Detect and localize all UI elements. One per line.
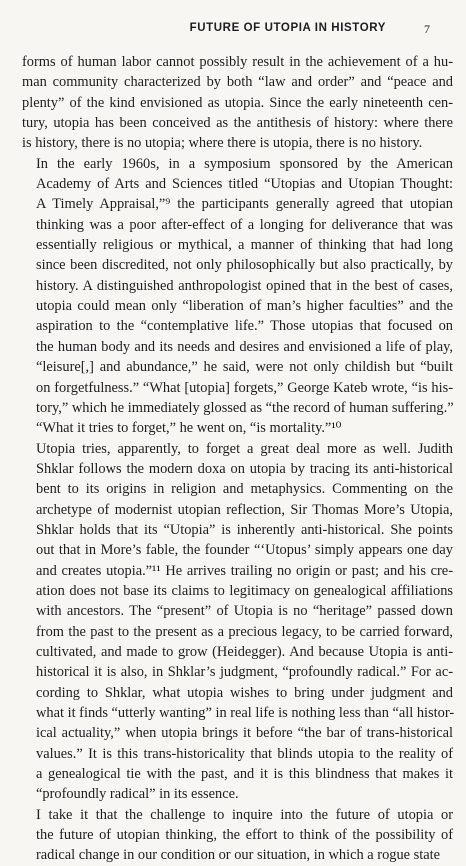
text-line: In the early 1960s, in a symposium sponsored by the American: [36, 155, 453, 172]
paragraph: [22, 805, 453, 866]
text-line: and creates utopia.”¹¹ He arrives trailing no origin or past; and his cre-: [36, 562, 453, 579]
text-line: “leisure[,] and abundance,” he said, were not only childish but “built: [36, 359, 453, 376]
text-line: values.” It is this trans-historicality that blinds utopia to the reality of: [36, 745, 453, 762]
text-line: A Timely Appraisal,”⁹ the participants generally agreed that utopian: [36, 196, 453, 213]
paragraph: [22, 52, 453, 154]
text-line: ical actuality,” when utopia brings it before “the bar of trans-historical: [36, 725, 453, 742]
text-line: “profoundly radical” in its essence.: [36, 786, 239, 803]
text-line: tury, utopia has been conceived as the antithesis of history: where there: [22, 115, 453, 132]
paragraph: [22, 439, 453, 805]
text-line: a genealogical tie with the past, and it is this blindness that makes it: [36, 766, 453, 783]
body-text: [22, 52, 453, 866]
text-line: with ancestors. The “present” of Utopia is no “heritage” passed down: [36, 603, 453, 620]
text-line: cultivated, and made to grow (Heidegger). And because Utopia is anti-: [36, 643, 453, 660]
text-line: on forgetfulness.” “What [utopia] forgets,” George Kateb wrote, “is his-: [36, 379, 453, 396]
text-line: ation does not base its claims to legitimacy on genealogical affiliations: [36, 582, 453, 599]
text-line: Shklar follows the modern doxa on utopia by tracing its anti-historical: [36, 460, 453, 477]
text-line: I take it that the challenge to inquire into the future of utopia or: [36, 806, 453, 823]
text-line: man community characterized by both “law and order” and “peace and: [22, 74, 453, 91]
text-line: bent to its origins in religion and metaphysics. Commenting on the: [36, 481, 453, 498]
text-line: Utopia tries, apparently, to forget a great deal more as well. Judith: [36, 440, 453, 457]
paragraph: [22, 154, 453, 439]
text-line: history. A distinguished anthropologist opined that in the best of cases,: [36, 277, 453, 294]
page-number: 7: [424, 22, 430, 36]
text-line: forms of human labor cannot possibly result in the achievement of a hu-: [22, 54, 453, 70]
text-line: out that in More’s fable, the founder “‘Utopus’ simply appears one day: [36, 542, 453, 559]
text-line: radical change in our condition or our situation, in which a rogue state: [36, 847, 441, 864]
text-line: essentially religious or mythical, a manner of thinking that had long: [36, 237, 453, 254]
text-line: thinking was a poor after-effect of a longing for deliverance that was: [36, 216, 453, 233]
text-line: is history, there is no utopia; where there is utopia, there is no history.: [22, 135, 423, 152]
text-line: historical it is also, in Shklar’s judgment, “profoundly radical.” For ac-: [36, 664, 453, 681]
text-line: the future of utopian thinking, the effort to think of the possibility of: [36, 827, 453, 844]
text-line: archetype of modernist utopian reflection, Sir Thomas More’s Utopia,: [36, 501, 453, 518]
text-line: aspiration to the “contemplative life.” Those utopias that focused on: [36, 318, 453, 335]
running-head: [22, 22, 430, 38]
text-line: cording to Shklar, what utopia wishes to bring under judgment and: [36, 684, 453, 701]
text-line: Shklar holds that its “Utopia” is inherently anti-historical. She points: [36, 521, 453, 538]
text-line: utopia could mean only “liberation of man’s higher faculties” and the: [36, 298, 453, 315]
text-line: the human body and its needs and desires and envisioned a life of play,: [36, 338, 453, 355]
running-title: FUTURE OF UTOPIA IN HISTORY: [189, 22, 386, 34]
text-line: plenty” of the kind envisioned as utopia. Since the early nineteenth cen-: [22, 94, 453, 111]
text-line: tory,” which he immediately glossed as “the record of human suffering.”: [36, 399, 454, 416]
text-line: from the past to the present as a precious legacy, to be carried forward,: [36, 623, 453, 640]
text-line: “What it tries to forget,” he went on, “is mortality.”¹⁰: [36, 420, 342, 437]
text-line: what it finds “utterly wanting” in real life is nothing less than “all histor-: [36, 705, 455, 721]
text-line: since been discredited, not only philosophically but also practically, by: [36, 257, 453, 274]
text-line: Academy of Arts and Sciences titled “Utopias and Utopian Thought:: [36, 176, 453, 193]
